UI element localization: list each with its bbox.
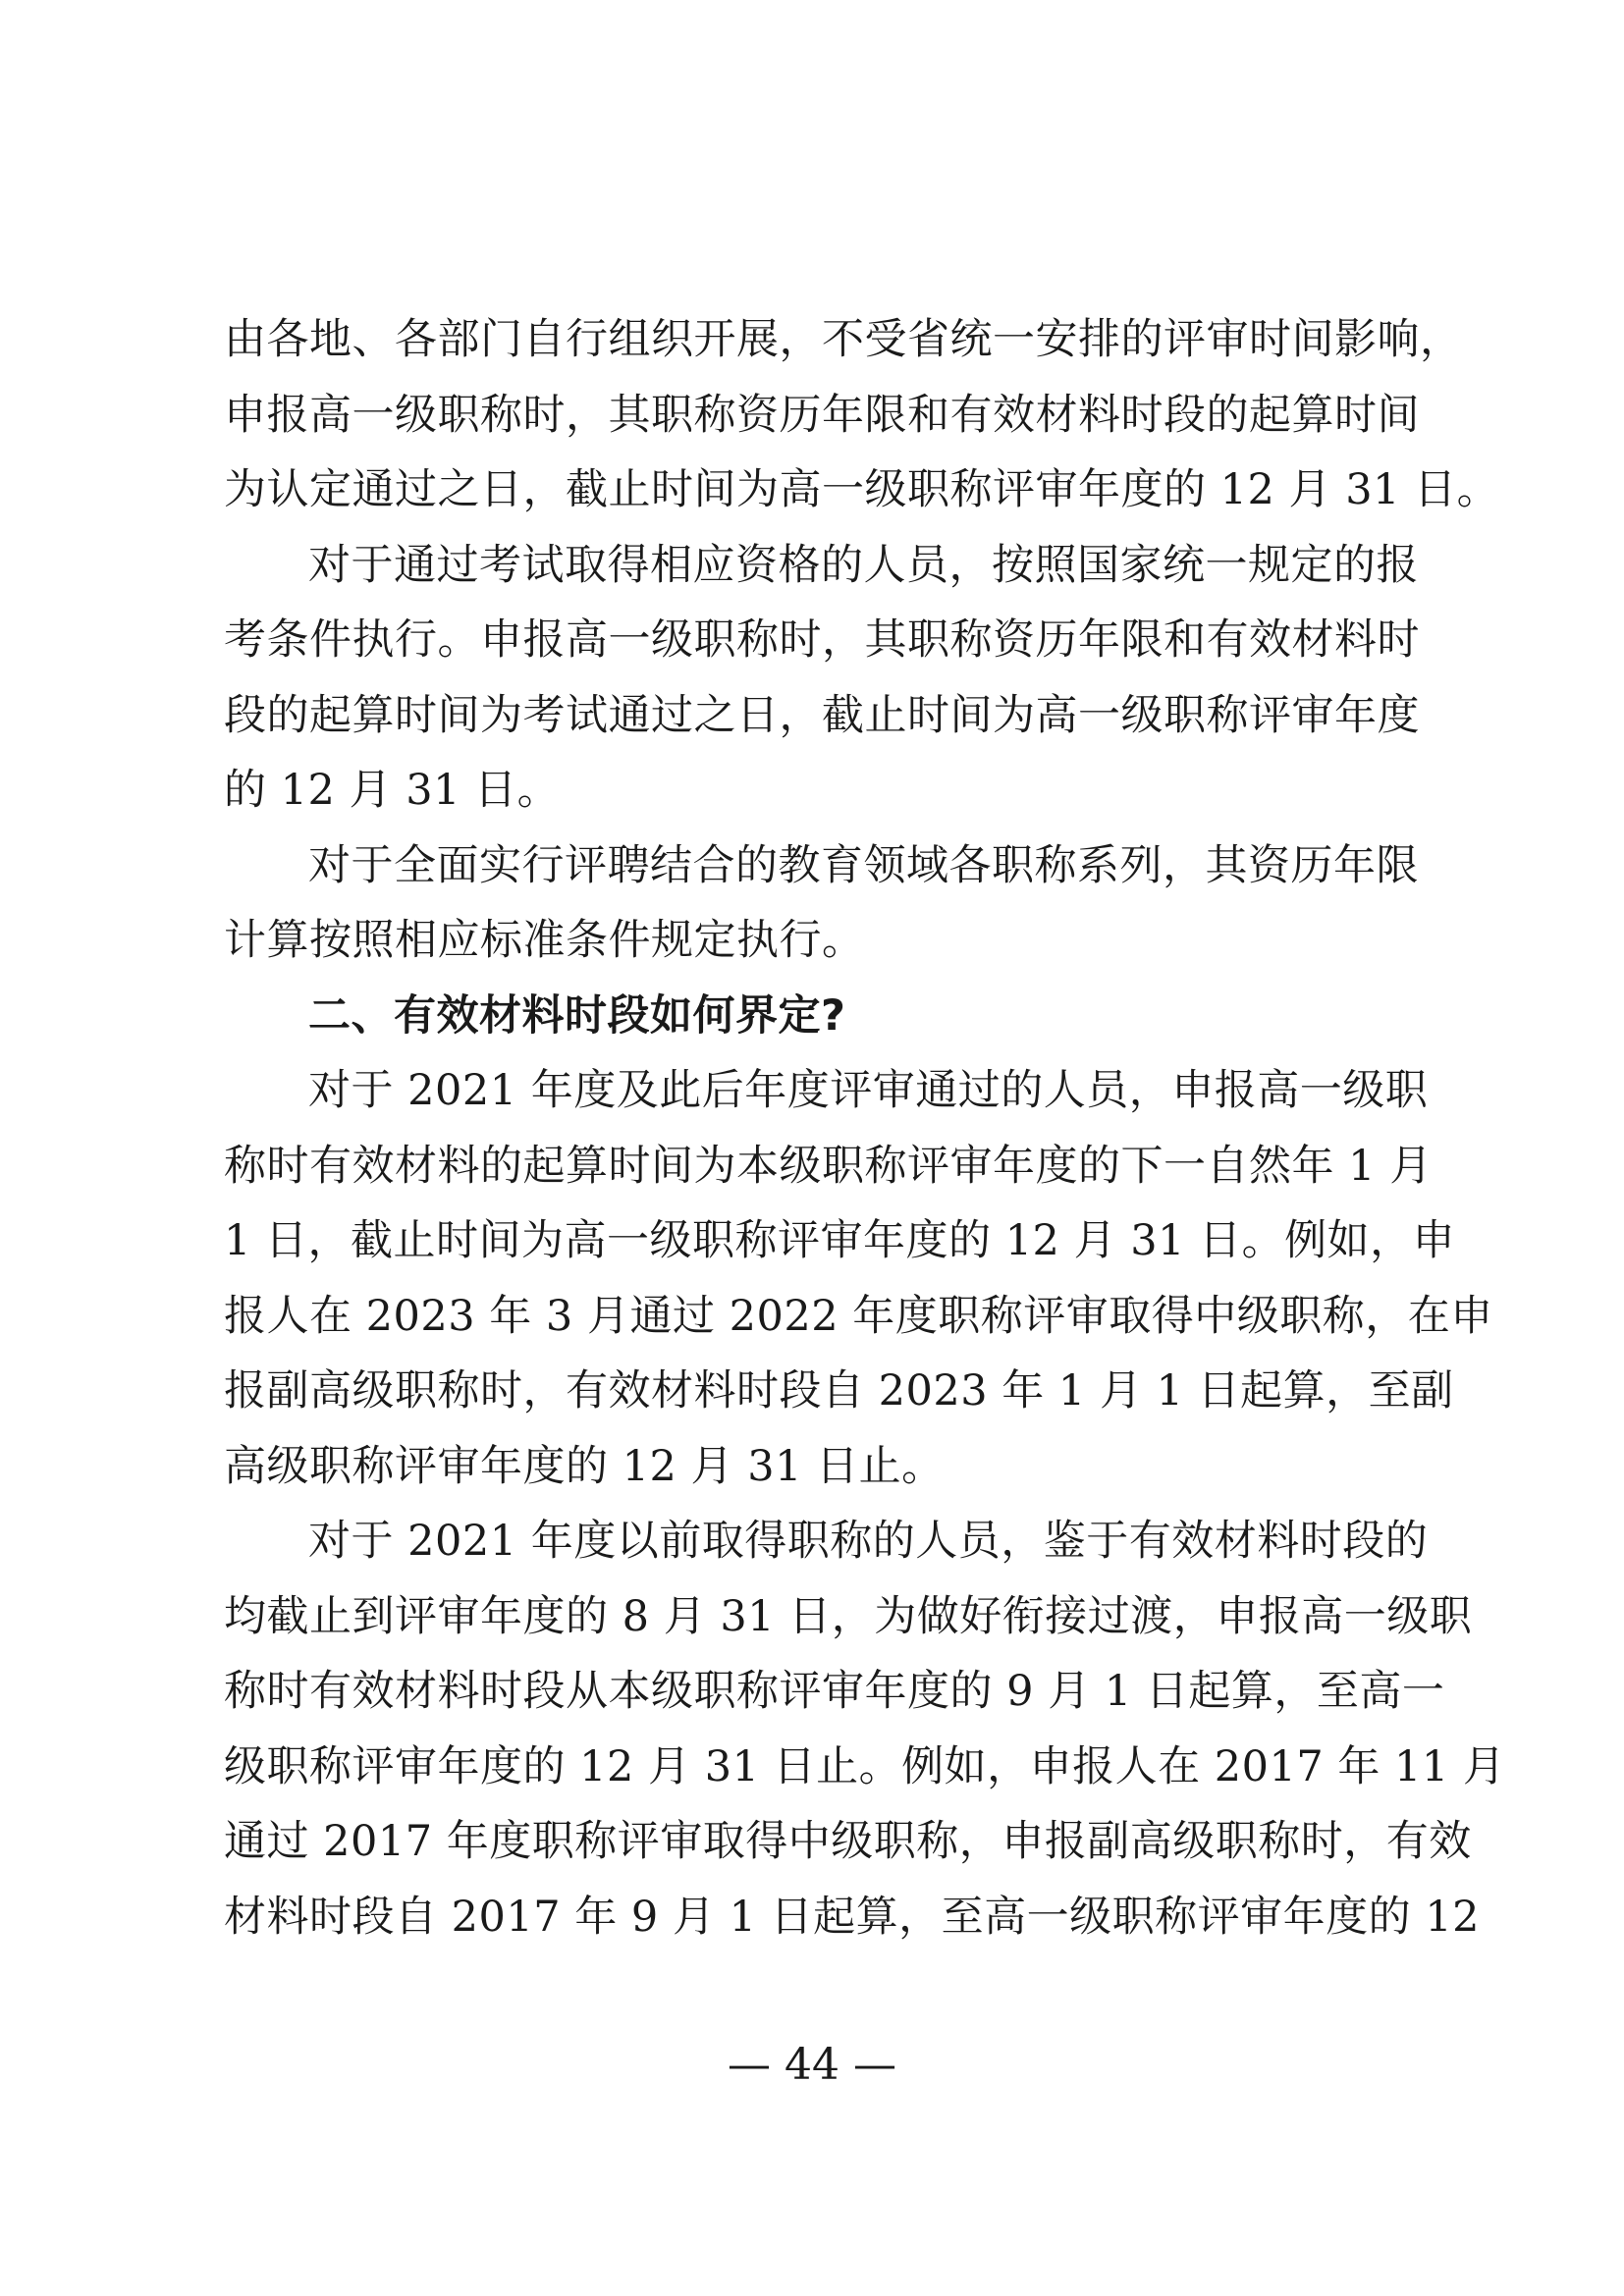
text-line: 的 12 月 31 日。 [224,766,561,815]
text-line: 对于通过考试取得相应资格的人员，按照国家统一规定的报 [308,540,1419,590]
text-line: 对于 2021 年度以前取得职称的人员，鉴于有效材料时段的 [308,1517,1429,1566]
text-line: 考条件执行。申报高一级职称时，其职称资历年限和有效材料时 [224,615,1420,665]
text-line: 报副高级职称时，有效材料时段自 2023 年 1 月 1 日起算，至副 [224,1366,1454,1415]
text-line: 对于全面实行评聘结合的教育领域各职称系列，其资历年限 [308,840,1419,890]
text-line: 高级职称评审年度的 12 月 31 日止。 [224,1441,945,1491]
text-line: 对于 2021 年度及此后年度评审通过的人员，申报高一级职 [308,1066,1429,1115]
text-line: 称时有效材料的起算时间为本级职称评审年度的下一自然年 1 月 [224,1141,1433,1191]
text-line: 为认定通过之日，截止时间为高一级职称评审年度的 12 月 31 日。 [224,465,1500,514]
text-line: 段的起算时间为考试通过之日，截止时间为高一级职称评审年度 [224,690,1420,740]
text-line: 级职称评审年度的 12 月 31 日止。例如，申报人在 2017 年 11 月 [224,1741,1506,1791]
text-line: 报人在 2023 年 3 月通过 2022 年度职称评审取得中级职称，在申 [224,1291,1493,1341]
text-line: 称时有效材料时段从本级职称评审年度的 9 月 1 日起算，至高一 [224,1667,1445,1716]
text-line: 由各地、各部门自行组织开展，不受省统一安排的评审时间影响， [224,315,1463,364]
text-line: 1 日，截止时间为高一级职称评审年度的 12 月 31 日。例如，申 [224,1216,1456,1265]
section-heading: 二、有效材料时段如何界定? [308,990,846,1041]
text-line: 计算按照相应标准条件规定执行。 [224,916,865,965]
text-line: 通过 2017 年度职称评审取得中级职称，申报副高级职称时，有效 [224,1817,1472,1866]
page-number: — 44 — [728,2040,896,2090]
text-line: 均截止到评审年度的 8 月 31 日，为做好衔接过渡，申报高一级职 [224,1591,1473,1641]
body-text [224,302,1506,1954]
text-line: 申报高一级职称时，其职称资历年限和有效材料时段的起算时间 [224,390,1420,440]
text-line: 材料时段自 2017 年 9 月 1 日起算，至高一级职称评审年度的 12 [224,1892,1481,1942]
